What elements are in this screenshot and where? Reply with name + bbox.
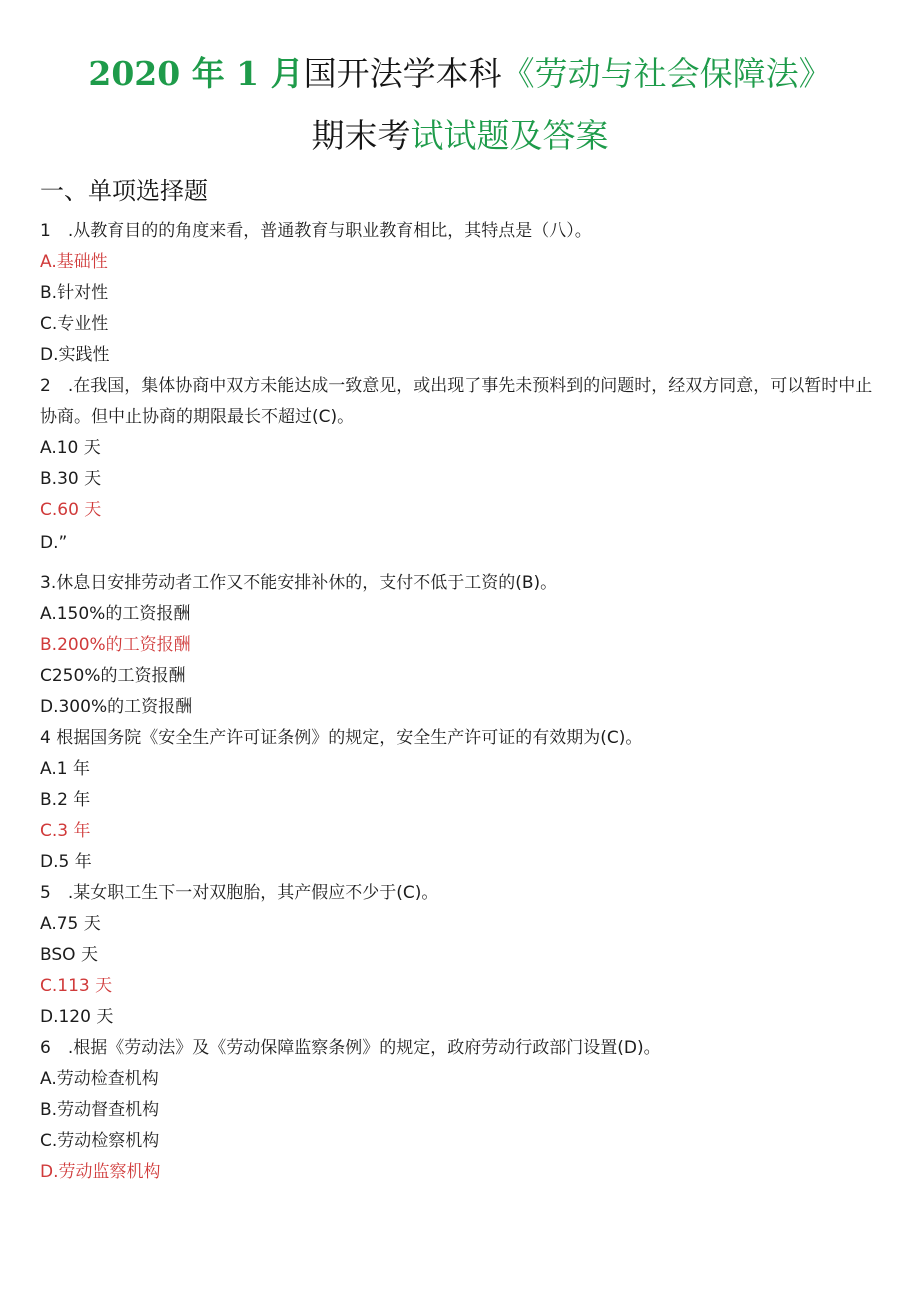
question-5-option-d: D.120 天: [40, 1007, 114, 1027]
document-title-line-1: [0, 52, 920, 96]
question-4-option-c: C.3 年: [40, 821, 91, 841]
question-6-option-a: A.劳动检查机构: [40, 1069, 159, 1089]
question-stem-3: 3.休息日安排劳动者工作又不能安排补休的，支付不低于工资的(B)。: [40, 573, 558, 593]
question-2-option-c: C.60 天: [40, 500, 102, 520]
question-stem-6: 6 .根据《劳动法》及《劳动保障监察条例》的规定，政府劳动行政部门设置(D)。: [40, 1038, 661, 1058]
question-stem-4: 4 根据国务院《安全生产许可证条例》的规定，安全生产许可证的有效期为(C)。: [40, 728, 643, 748]
question-1-option-c: C.专业性: [40, 314, 109, 334]
question-3-option-c: C250%的工资报酬: [40, 666, 186, 686]
section-heading: 一、单项选择题: [40, 177, 208, 205]
question-5-option-a: A.75 天: [40, 914, 101, 934]
question-1-option-b: B.针对性: [40, 283, 109, 303]
title-course: 《劳动与社会保障法》: [501, 54, 832, 93]
question-6-option-c: C.劳动检察机构: [40, 1131, 160, 1151]
document-title-line-2: [0, 114, 920, 158]
question-stem-2: 2 .在我国，集体协商中双方未能达成一致意见，或出现了事先未预料到的问题时，经双方同意，可以暂时中止协商。但中止协商的期限最长不超过(C)。: [40, 376, 873, 427]
question-6-option-b: B.劳动督查机构: [40, 1100, 160, 1120]
question-2-option-d: D.”: [40, 533, 68, 553]
question-3-option-b: B.200%的工资报酬: [40, 635, 191, 655]
question-4-option-b: B.2 年: [40, 790, 91, 810]
question-2-option-b: B.30 天: [40, 469, 102, 489]
question-stem-1: 1 .从教育目的的角度来看，普通教育与职业教育相比，其特点是（八）。: [40, 221, 592, 241]
question-4-option-a: A.1 年: [40, 759, 90, 779]
question-5-option-b: BSO 天: [40, 945, 98, 965]
title-program: 国开法学本科: [303, 54, 502, 93]
title-exam: 期末考: [311, 116, 411, 155]
question-4-option-d: D.5 年: [40, 852, 92, 872]
question-3-option-d: D.300%的工资报酬: [40, 697, 193, 717]
question-6-option-d: D.劳动监察机构: [40, 1162, 161, 1182]
question-1-option-a: A.基础性: [40, 252, 108, 272]
question-2-option-a: A.10 天: [40, 438, 101, 458]
title-date: 2020 年 1 月: [88, 54, 304, 93]
title-questions-answers: 试试题及答案: [410, 116, 609, 155]
question-5-option-c: C.113 天: [40, 976, 113, 996]
question-1-option-d: D.实践性: [40, 345, 110, 365]
question-3-option-a: A.150%的工资报酬: [40, 604, 191, 624]
question-stem-5: 5 .某女职工生下一对双胞胎，其产假应不少于(C)。: [40, 883, 439, 903]
